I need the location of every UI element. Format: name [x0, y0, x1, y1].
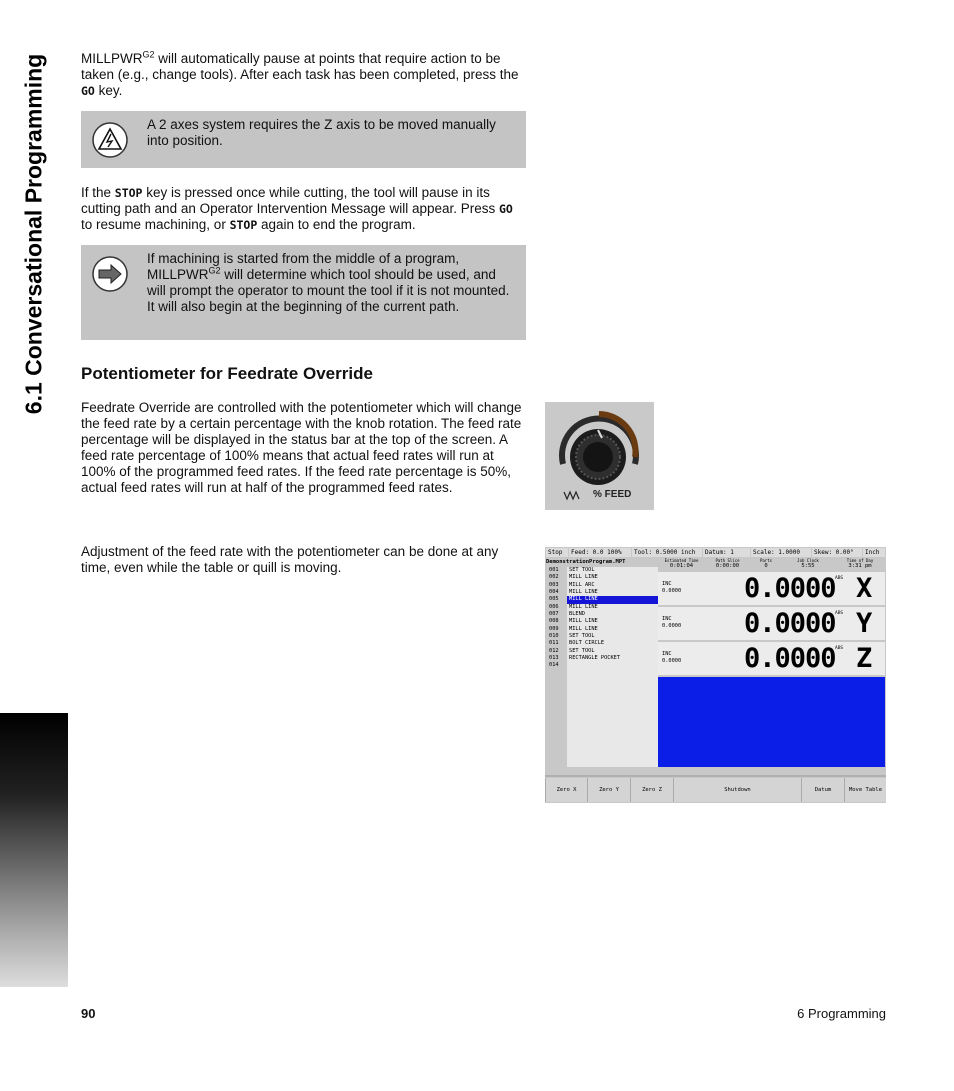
program-row[interactable]: MILL LINE: [569, 589, 598, 596]
z-value: 0.0000: [744, 643, 836, 674]
program-line-number: 006: [549, 603, 559, 610]
info-note: [81, 245, 526, 340]
z-axis-label: Z: [856, 643, 873, 674]
x-inc: INC 0.0000: [662, 581, 682, 594]
program-row[interactable]: MILL LINE: [569, 625, 598, 632]
program-line-number: 013: [549, 655, 559, 662]
side-chapter-title: 6.1 Conversational Programming: [20, 53, 47, 415]
program-row[interactable]: [567, 662, 658, 669]
side-gradient-bar: [0, 713, 68, 987]
softkey-shutdown[interactable]: Shutdown: [673, 778, 801, 802]
program-row[interactable]: MILL ARC: [569, 581, 595, 588]
x-value: 0.0000: [744, 573, 836, 604]
program-line-number: 009: [549, 625, 559, 632]
z-abs-label: ABS: [835, 646, 844, 651]
program-line-number: 010: [549, 633, 559, 640]
softkey-move-table[interactable]: Move Table: [844, 778, 886, 802]
program-line-number: 001: [549, 567, 559, 573]
feed-label: % FEED: [593, 489, 632, 500]
axis-y-readout: [658, 607, 885, 640]
softkey-zero-y[interactable]: Zero Y: [587, 778, 630, 802]
status-feed: Feed: 0.0 100%: [569, 548, 631, 557]
status-tool: Tool: 0.5000 inch: [632, 548, 702, 557]
status-stop: Stop: [546, 548, 568, 557]
chapter-footer: 6 Programming: [797, 1006, 886, 1021]
feedrate-paragraph: Feedrate Override are controlled with the potentiometer which will change the feed rate by a certain percentage with the knob rotation. The feed rate percentage will be displayed in the status bar at the top of the screen. A feed rate percentage of 100% means that actual feed rates will run at 100% of the programmed feed rates. If the feed rate percentage is 50%, actual feed rates will run at half of the programmed feed rates.: [81, 400, 522, 495]
status-skew: Skew: 0.00°: [812, 548, 862, 557]
adjustment-paragraph: Adjustment of the feed rate with the potentiometer can be done at any time, even while the table or quill is moving.: [81, 544, 499, 575]
stop-paragraph: If the STOP key is pressed once while cutting, the tool will pause in its cutting path and an Operator Intervention Message will appear. Press GO to resume machining, or STOP again to end the program.: [81, 185, 513, 232]
parts: Parts 0: [759, 558, 773, 569]
z-inc: INC 0.0000: [662, 651, 682, 664]
y-abs-label: ABS: [835, 611, 844, 616]
axis-x-readout: [658, 572, 885, 605]
program-line-number: 003: [549, 581, 559, 588]
status-datum: Datum: 1: [703, 548, 750, 557]
estimated-time: Estimated Time 0:01:04: [664, 558, 699, 569]
feed-knob-photo: [545, 402, 654, 510]
program-row[interactable]: RECTANGLE POCKET: [569, 655, 621, 662]
program-line-number: 012: [549, 647, 559, 654]
stop-key: STOP: [114, 186, 143, 200]
y-axis-label: Y: [856, 608, 873, 639]
y-inc: INC 0.0000: [662, 616, 682, 629]
time-of-day: Time of Day 3:31 pm: [846, 558, 874, 569]
softkey-zero-z[interactable]: Zero Z: [630, 778, 673, 802]
intro-paragraph: $MILLPWR^{G2}$ will automatically pause at points that require action to be taken (e.g., change tools). After each task has been completed, press the GO key.: [81, 49, 519, 98]
warning-note: [81, 111, 526, 168]
program-row[interactable]: MILL LINE: [569, 603, 598, 610]
program-row[interactable]: SET TOOL: [569, 647, 595, 654]
warning-note-text: A 2 axes system requires the Z axis to be moved manually into position.: [147, 117, 496, 148]
time-bar: [659, 558, 885, 571]
program-line-number: 007: [549, 611, 559, 618]
warning-icon: [92, 122, 128, 158]
softkey-divider: [545, 775, 886, 777]
softkey-datum[interactable]: Datum: [801, 778, 844, 802]
program-list[interactable]: [567, 567, 658, 767]
dro-screen: [545, 547, 886, 803]
arrow-right-icon: [92, 256, 128, 292]
go-key: GO: [499, 202, 513, 216]
go-key: GO: [81, 84, 95, 98]
program-row[interactable]: MILL LINE: [569, 618, 598, 625]
program-line-number: 008: [549, 618, 559, 625]
y-value: 0.0000: [744, 608, 836, 639]
softkey-zero-x[interactable]: Zero X: [545, 778, 587, 802]
program-row[interactable]: MILL LINE: [567, 596, 658, 603]
axis-z-readout: [658, 642, 885, 675]
program-line-number: 014: [549, 662, 559, 669]
status-unit: Inch: [863, 548, 885, 557]
program-line-number: 002: [549, 574, 559, 581]
section-heading: Potentiometer for Feedrate Override: [81, 364, 373, 383]
program-line-number: 004: [549, 589, 559, 596]
program-row[interactable]: SET TOOL: [569, 633, 595, 640]
program-row[interactable]: MILL LINE: [569, 574, 598, 581]
program-row[interactable]: BLEND: [569, 611, 585, 618]
info-note-text: If machining is started from the middle of a program, $MILLPWR^{G2}$ will determine which tool should be used, and will prompt the operator to mount the tool if it is not mounted. It will also begin at the beginning of the current path.: [147, 251, 510, 314]
program-row[interactable]: SET TOOL: [569, 567, 595, 573]
path-slice: Path Slice 0:00:00: [715, 558, 740, 569]
graphics-area: [658, 677, 885, 767]
program-line-number: 011: [549, 640, 559, 647]
page-number: 90: [81, 1006, 96, 1021]
stop-key: STOP: [229, 218, 258, 232]
status-scale: Scale: 1.0000: [751, 548, 811, 557]
x-abs-label: ABS: [835, 576, 844, 581]
program-title: DemonstrationProgram.MPT: [546, 559, 626, 565]
program-row[interactable]: BOLT CIRCLE: [569, 640, 605, 647]
job-clock: Job Clock 5:55: [797, 558, 819, 569]
program-line-number: 005: [549, 596, 559, 603]
program-line-numbers: [546, 567, 566, 767]
x-axis-label: X: [856, 573, 873, 604]
